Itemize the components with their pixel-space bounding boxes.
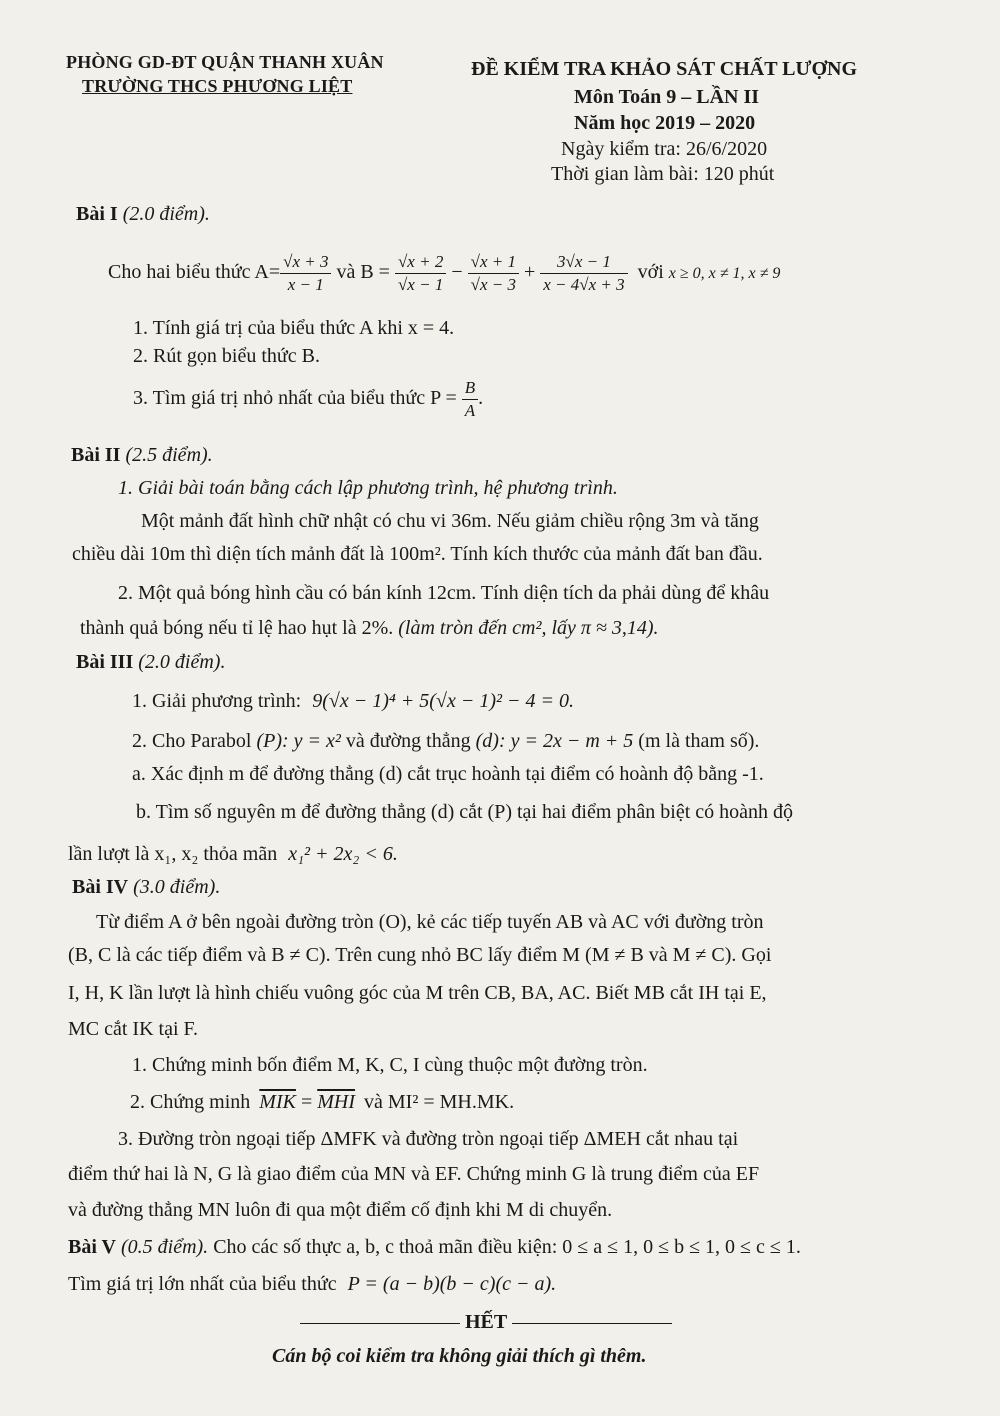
fraction-b1: $\frac{√x + 2}{√x - 1}$ [395,251,446,296]
bai5-line1: Bài V (0.5 điểm). Cho các số thực a, b, c thoả mãn điều kiện: 0 ≤ a ≤ 1, 0 ≤ b ≤ 1, 0 ≤ c ≤ 1. [68,1236,801,1258]
bai4-heading: Bài IV (3.0 điểm). [72,876,221,898]
bai1-q1: 1. Tính giá trị của biểu thức A khi x = 4. [133,317,455,339]
end-marker: HẾT [300,1311,672,1334]
angle-mik: $\overline{MIK}$ [259,1091,296,1113]
bai2-q1-line2: chiều dài 10m thì diện tích mảnh đất là 100m². Tính kích thước của mảnh đất ban đầu. [72,543,763,565]
bai3-qb-line1: b. Tìm số nguyên m để đường thẳng (d) cắt (P) tại hai điểm phân biệt có hoành độ [136,801,794,823]
end-rule-left [300,1323,460,1324]
bai2-heading: Bài II (2.5 điểm). [71,444,213,466]
bai4-q1: 1. Chứng minh bốn điểm M, K, C, I cùng thuộc một đường tròn. [132,1054,648,1076]
exam-subject: Môn Toán 9 – LẦN II [574,86,760,108]
end-rule-right [512,1323,672,1324]
bai4-line1: Từ điểm A ở bên ngoài đường tròn (O), kẻ các tiếp tuyến AB và AC với đường tròn [96,911,764,933]
bai2-q2-line1: 2. Một quả bóng hình cầu có bán kính 12cm. Tính diện tích da phải dùng để khâu [118,582,770,604]
bai3-q2: 2. Cho Parabol (P): y = x² và đường thẳng (d): y = 2x − m + 5 (m là tham số). [132,730,760,752]
bai1-heading: Bài I (2.0 điểm). [76,203,210,225]
bai4-q3-line1: 3. Đường tròn ngoại tiếp ΔMFK và đường tròn ngoại tiếp ΔMEH cắt nhau tại [118,1128,739,1150]
fraction-p: $\frac{B}{A}$ [462,377,478,422]
bai1-q2: 2. Rút gọn biểu thức B. [133,345,320,367]
bai4-line4: MC cắt IK tại F. [68,1018,199,1040]
bai2-q1-line1: Một mảnh đất hình chữ nhật có chu vi 36m. Nếu giảm chiều rộng 3m và tăng [141,510,759,532]
bai4-q3-line3: và đường thẳng MN luôn đi qua một điểm cố định khi M di chuyển. [68,1199,613,1221]
footer-note: Cán bộ coi kiểm tra không giải thích gì thêm. [272,1345,647,1367]
bai4-q2: 2. Chứng minh $\overline{MIK} = \overline{MHI}$ và MI² = MH.MK. [130,1091,515,1113]
bai3-qa: a. Xác định m để đường thẳng (d) cắt trục hoành tại điểm có hoành độ bằng -1. [132,763,764,785]
exam-title: ĐỀ KIỂM TRA KHẢO SÁT CHẤT LƯỢNG [471,58,857,80]
bai4-q3-line2: điểm thứ hai là N, G là giao điểm của MN và EF. Chứng minh G là trung điểm của EF [68,1163,760,1185]
fraction-b3: $\frac{3√x - 1}{x - 4√x + 3}$ [540,251,627,296]
bai5-line2: Tìm giá trị lớn nhất của biểu thức P = (a − b)(b − c)(c − a). [68,1273,557,1295]
bai2-q2-line2: thành quả bóng nếu tỉ lệ hao hụt là 2%. (làm tròn đến cm², lấy π ≈ 3,14). [80,617,659,639]
bai4-line3: I, H, K lần lượt là hình chiếu vuông góc của M trên CB, BA, AC. Biết MB cắt IH tại E, [68,982,767,1004]
angle-mhi: $\overline{MHI}$ [317,1091,356,1113]
bai1-expressions: Cho hai biểu thức A= $\frac{√x + 3}{x - 1}$ và B = $\frac{√x + 2}{√x - 1}$ − $\frac{√x + 1}{√x - 3}$ + $\frac{3√x - 1}{x - 4√x + 3}$ với x ≥ 0, x ≠ 1, x ≠ 9 [108,251,781,294]
fraction-b2: $\frac{√x + 1}{√x - 3}$ [468,251,519,296]
bai2-q1-title: 1. Giải bài toán bằng cách lập phương trình, hệ phương trình. [118,477,618,499]
bai3-qb-line2: lần lượt là x₁, x₂ thỏa mãn x₁² + 2x₂ < 6. [68,843,398,865]
bai4-line2: (B, C là các tiếp điểm và B ≠ C). Trên cung nhỏ BC lấy điểm M (M ≠ B và M ≠ C). Gọi [68,944,772,966]
fraction-a: $\frac{√x + 3}{x - 1}$ [280,251,331,296]
school-name: TRƯỜNG THCS PHƯƠNG LIỆT [82,76,353,96]
bai1-q3: 3. Tìm giá trị nhỏ nhất của biểu thức P = $\frac{B}{A}$ . [133,377,484,420]
bai3-heading: Bài III (2.0 điểm). [76,651,226,673]
exam-duration: Thời gian làm bài: 120 phút [551,163,775,185]
school-year: Năm học 2019 – 2020 [574,112,756,134]
exam-date: Ngày kiểm tra: 26/6/2020 [561,138,768,160]
bai3-q1: 1. Giải phương trình: 9(√x − 1)⁴ + 5(√x − 1)² − 4 = 0. [132,690,574,712]
dept-name: PHÒNG GD-ĐT QUẬN THANH XUÂN [66,52,384,72]
